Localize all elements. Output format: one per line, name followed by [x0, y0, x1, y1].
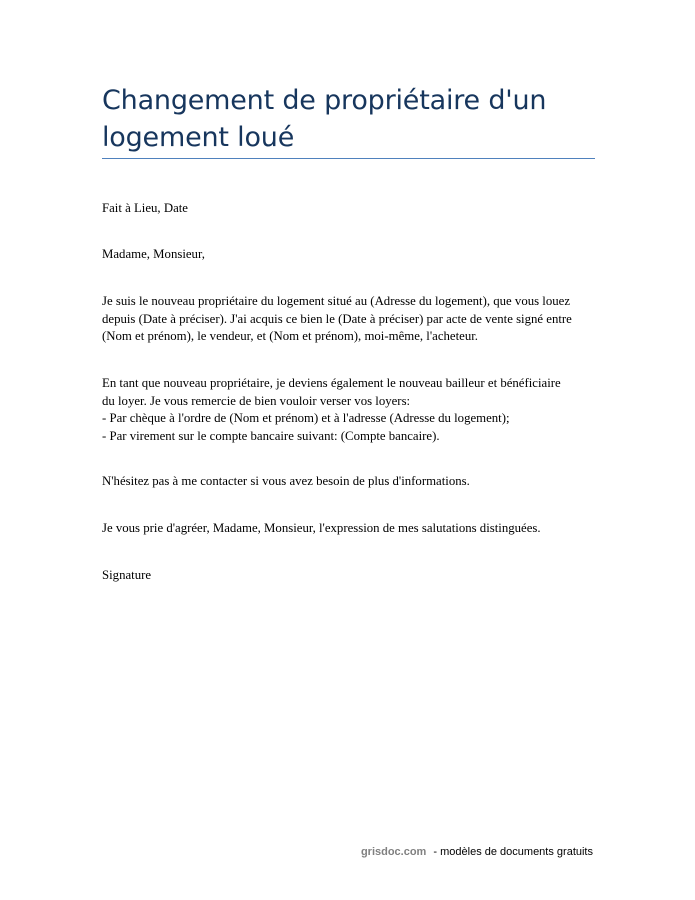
title-underline-divider [102, 158, 595, 159]
paragraph-ownership [102, 293, 597, 346]
paragraph-payment [102, 375, 597, 445]
paragraph-ownership-line-3: (Nom et prénom), le vendeur, et (Nom et prénom), moi-même, l'acheteur. [102, 329, 478, 344]
place-date: Fait à Lieu, Date [102, 201, 188, 215]
footer-brand-link[interactable]: grisdoc.com [360, 846, 427, 858]
salutation: Madame, Monsieur, [102, 247, 205, 261]
paragraph-payment-line-1: En tant que nouveau propriétaire, je deviens également le nouveau bailleur et bénéficiaire [102, 376, 561, 390]
signature: Signature [102, 568, 152, 582]
footer-tagline: - modèles de documents gratuits [433, 846, 593, 858]
paragraph-contact: N'hésitez pas à me contacter si vous avez besoin de plus d'informations. [102, 474, 470, 488]
paragraph-payment-line-4: - Par virement sur le compte bancaire suivant: (Compte bancaire). [102, 428, 440, 443]
page-title [102, 82, 602, 156]
page-title-line-2: logement loué [102, 122, 295, 153]
footer [361, 846, 593, 858]
closing-formula: Je vous prie d'agréer, Madame, Monsieur, l'expression de mes salutations distinguées. [102, 521, 541, 535]
paragraph-ownership-line-2: depuis (Date à préciser). J'ai acquis ce bien le (Date à préciser) par acte de vente signé entre [102, 311, 572, 326]
paragraph-payment-line-2: du loyer. Je vous remercie de bien vouloir verser vos loyers: [102, 393, 411, 408]
page-title-line-1: Changement de propriétaire d'un [102, 85, 547, 116]
paragraph-ownership-line-1: Je suis le nouveau propriétaire du logement situé au (Adresse du logement), que vous louez [102, 294, 571, 308]
paragraph-payment-line-3: - Par chèque à l'ordre de (Nom et prénom) et à l'adresse (Adresse du logement); [102, 411, 510, 426]
